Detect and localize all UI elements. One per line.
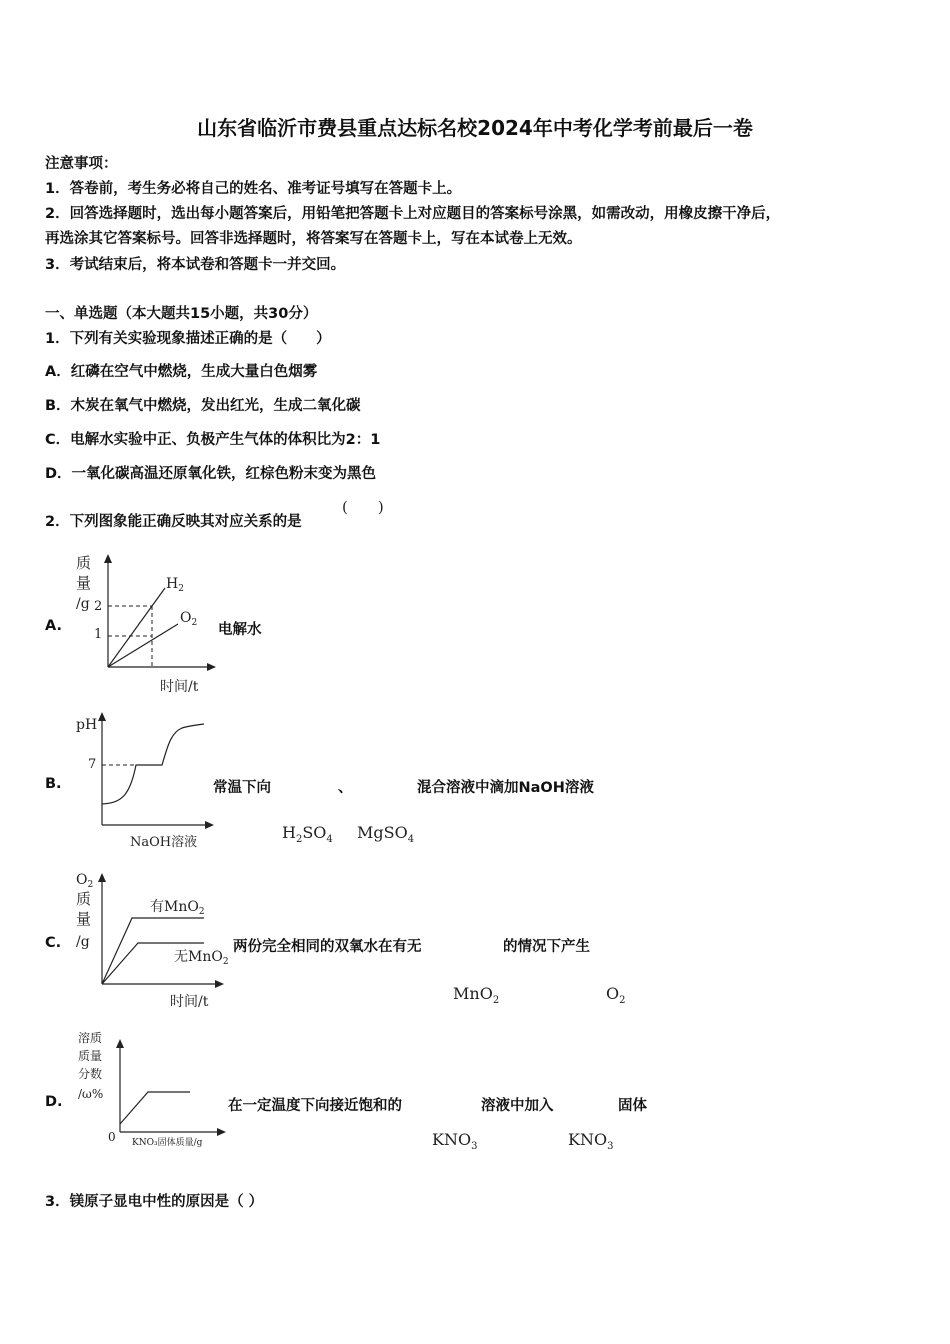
y-label-2: 量 <box>76 910 92 928</box>
x-axis-arrow <box>207 663 216 671</box>
x-axis-arrow <box>205 821 214 829</box>
q1-option-b: B．木炭在氧气中燃烧，发出红光，生成二氧化碳 <box>45 398 361 414</box>
section-heading: 一、单选题（本大题共15小题，共30分） <box>45 306 318 322</box>
with-catalyst-label: 有MnO$_2$ <box>150 899 205 917</box>
q1-option-a: A．红磷在空气中燃烧，生成大量白色烟雾 <box>45 364 318 380</box>
y-label: pH <box>76 717 98 733</box>
page-title: 山东省临沂市费县重点达标名校2024年中考化学考前最后一卷 <box>197 116 753 140</box>
graph-oxygen <box>70 866 238 1014</box>
q1-stem: 1．下列有关实验现象描述正确的是（ ） <box>45 331 331 347</box>
q2-option-c-desc1: 两份完全相同的双氧水在有无 <box>233 939 422 955</box>
x-label: NaOH溶液 <box>130 835 198 850</box>
graph-solution <box>70 1024 235 1154</box>
graph-electrolysis <box>70 550 220 698</box>
notice-item-2-cont: 再选涂其它答案标号。回答非选择题时，将答案写在答题卡上，写在本试卷上无效。 <box>45 231 582 247</box>
q3-stem: 3．镁原子显电中性的原因是（ ） <box>45 1194 264 1210</box>
q1-option-d: D．一氧化碳高温还原氧化铁，红棕色粉末变为黑色 <box>45 466 377 482</box>
y-label-3: /g <box>76 934 90 950</box>
o2-line <box>108 624 178 667</box>
h2-line <box>108 588 165 667</box>
origin-label: 0 <box>108 1130 116 1144</box>
x-label: 时间/t <box>170 994 209 1010</box>
formula-mgso4: MgSO$_4$ <box>357 823 415 845</box>
notice-heading: 注意事项： <box>45 156 118 172</box>
without-catalyst-label: 无MnO$_2$ <box>174 949 229 967</box>
y-label-2: 质量 <box>78 1049 103 1063</box>
x-label: 时间/t <box>160 679 199 695</box>
notice-item-2: 2．回答选择题时，选出每小题答案后，用铅笔把答题卡上对应题目的答案标号涂黑，如需改动，用橡皮擦干净后， <box>45 206 781 222</box>
q2-option-c-letter: C. <box>45 935 62 951</box>
y-label-o2: $O_2$ <box>76 872 94 890</box>
q2-option-b-letter: B. <box>45 776 62 792</box>
q2-option-d-letter: D. <box>45 1094 63 1110</box>
q2-option-a-desc: 电解水 <box>218 622 262 638</box>
y-tick-1: 1 <box>94 627 103 642</box>
graph-ph <box>70 707 220 852</box>
q2-option-a-letter: A. <box>45 618 62 634</box>
q2-option-d-desc3: 固体 <box>618 1098 647 1114</box>
y-tick-2: 2 <box>94 599 103 614</box>
o2-label: $O_2$ <box>180 610 198 628</box>
x-label: KNO₃固体质量/g <box>132 1138 203 1148</box>
formula-mno2: MnO$_2$ <box>453 984 500 1006</box>
q2-option-c-desc2: 的情况下产生 <box>503 939 590 955</box>
y-axis-arrow <box>116 1039 124 1048</box>
x-axis-arrow <box>217 1128 226 1136</box>
q2-option-d-desc1: 在一定温度下向接近饱和的 <box>228 1098 402 1114</box>
q2-paren: ( ) <box>342 498 384 516</box>
y-label-1: 质 <box>76 890 92 908</box>
formula-kno3-2: $KNO_3$ <box>568 1130 614 1152</box>
q2-option-b-desc2: 、 <box>338 780 353 796</box>
y-label-1: 溶质 <box>78 1031 103 1045</box>
q2-stem: 2．下列图象能正确反映其对应关系的是 <box>45 514 302 530</box>
y-axis-arrow <box>98 712 106 721</box>
notice-item-3: 3．考试结束后，将本试卷和答题卡一并交回。 <box>45 257 346 273</box>
formula-h2so4: $H_2SO_4$ <box>282 823 333 845</box>
ph-curve <box>102 724 204 804</box>
h2-label: $H_2$ <box>166 576 184 594</box>
y-axis-arrow <box>98 873 106 882</box>
y-label-3: 分数 <box>78 1067 103 1081</box>
notice-item-1: 1．答卷前，考生务必将自己的姓名、准考证号填写在答题卡上。 <box>45 181 462 197</box>
y-label-2: 量 <box>76 574 92 592</box>
y-label-4: /ω% <box>78 1087 104 1101</box>
q1-option-c: C．电解水实验中正、负极产生气体的体积比为2：1 <box>45 432 381 448</box>
fraction-line <box>120 1092 190 1124</box>
formula-o2: $O_2$ <box>606 984 626 1006</box>
q2-option-b-desc3: 混合溶液中滴加NaOH溶液 <box>417 780 594 796</box>
y-label-1: 质 <box>76 554 92 572</box>
q2-option-d-desc2: 溶液中加入 <box>481 1098 554 1114</box>
y-axis-arrow <box>104 554 112 563</box>
y-tick-7: 7 <box>88 757 97 772</box>
formula-kno3-1: $KNO_3$ <box>432 1130 478 1152</box>
q2-option-b-desc1: 常温下向 <box>213 780 271 796</box>
x-axis-arrow <box>215 980 224 988</box>
y-label-3: /g <box>76 596 90 612</box>
